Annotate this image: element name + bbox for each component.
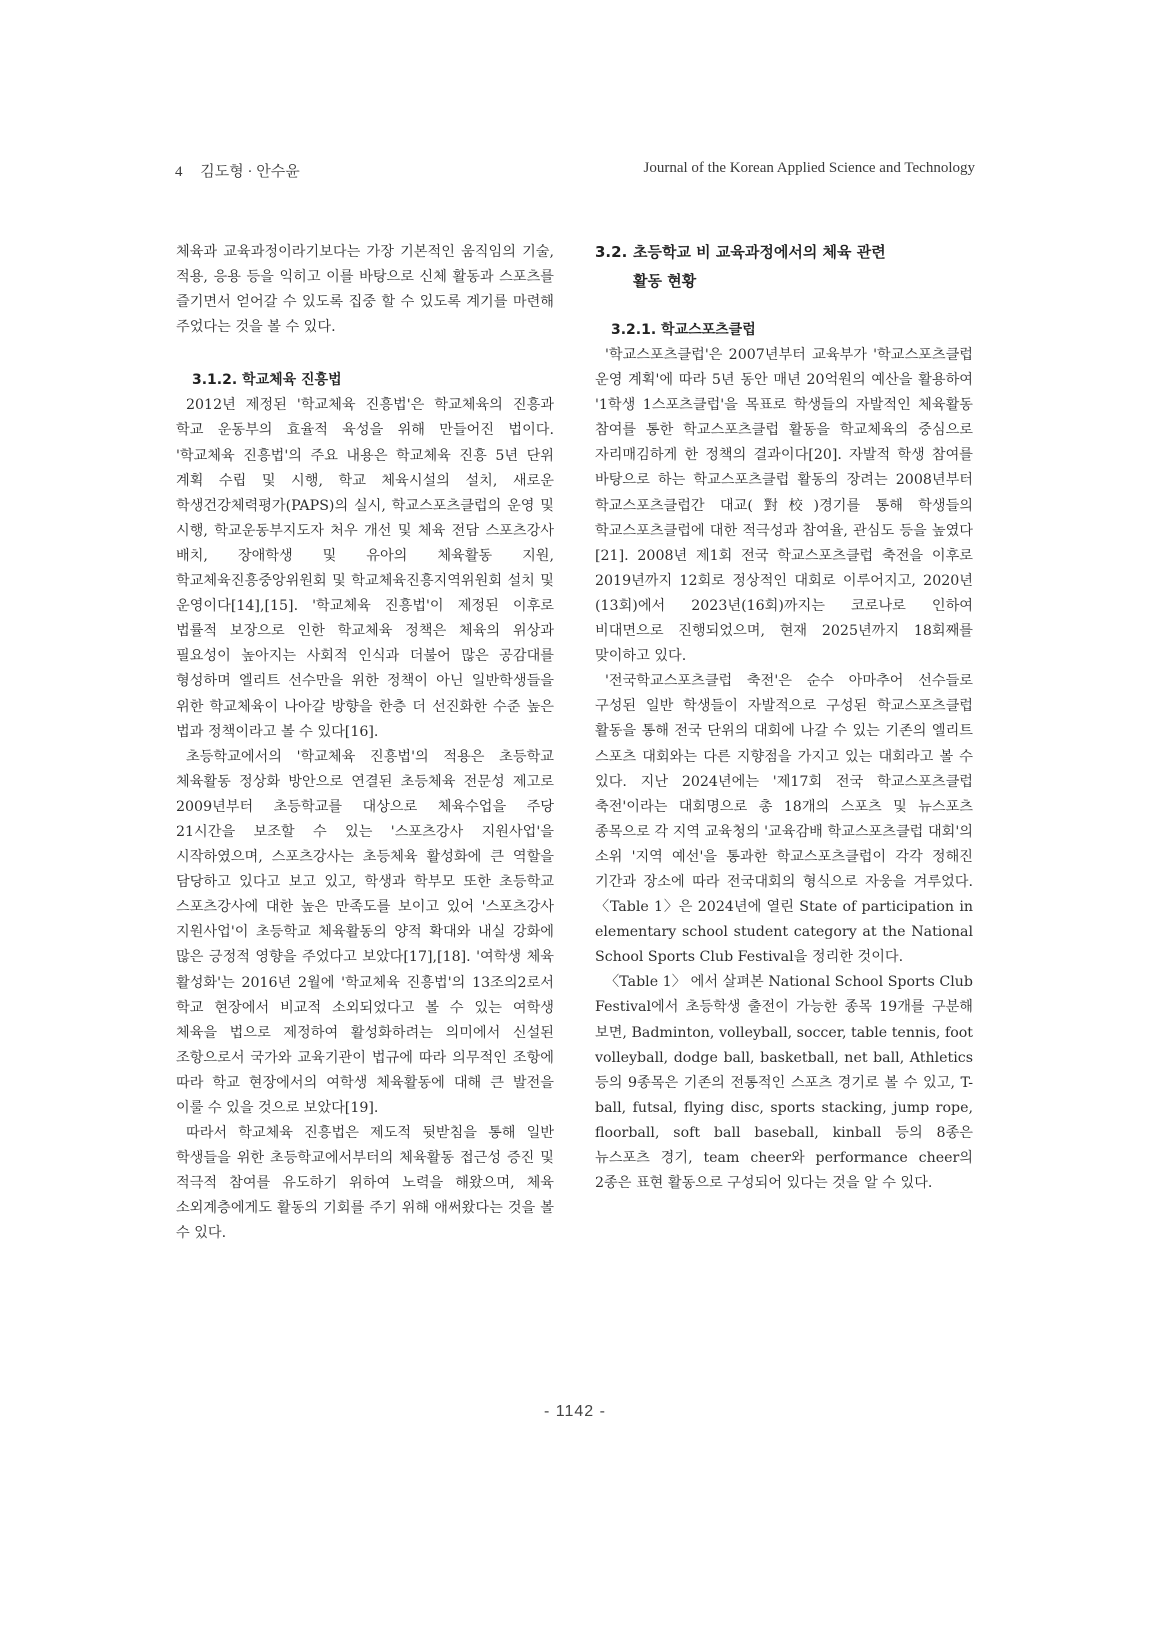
running-header — [175, 160, 975, 184]
page-footer-number: - 1142 - — [544, 1403, 606, 1420]
paragraph: '전국학교스포츠클럽 축전'은 순수 아마추어 선수들로 구성된 일반 학생들이 자발적으로 구성된 학교스포츠클럽 활동을 통해 전국 단위의 대회에 나갈 수 있는 기존의 엘리트 스포츠 대회와는 다른 지향점을 가지고 있는 대회라고 볼 수 있다. 지난 2024년에는 '제17회 전국 학교스포츠클럽 축전'이라는 대회명으로 총 18개의 스포츠 및 뉴스포츠 종목으로 각 지역 교육청의 '교육감배 학교스포츠클럽 대회'의 소위 '지역 예선'을 통과한 학교스포츠클럽이 각각 정해진 기간과 장소에 따라 전국대회의 형식으로 자웅을 겨루었다. 〈Table 1〉은 2024년에 열린 State of participation in elementary school student category at the National School Sports Club Festival을 정리한 것이다. — [595, 673, 973, 966]
right-column — [595, 238, 973, 1196]
paragraph: 초등학교에서의 '학교체육 진흥법'의 적용은 초등학교 체육활동 정상화 방안으로 연결된 초등체육 전문성 제고로 2009년부터 초등학교를 대상으로 체육수업을 주당 21시간을 보조할 수 있는 '스포츠강사 지원사업'을 시작하였으며, 스포츠강사는 초등체육 활성화에 큰 역할을 담당하고 있다고 보고 있고, 학생과 학부모 또한 초등학교 스포츠강사에 대한 높은 만족도를 보이고 있어 '스포츠강사 지원사업'이 초등학교 체육활동의 양적 확대와 내실 강화에 많은 긍정적 영향을 주었다고 보았다[17],[18]. '여학생 체육 활성화'는 2016년 2월에 '학교체육 진흥법'의 13조의2로서 학교 현장에서 비교적 소외되었다고 볼 수 있는 여학생 체육을 법으로 제정하여 활성화하려는 의미에서 신설된 조항으로서 국가와 교육기관이 법규에 따라 의무적인 조항에 따라 학교 현장에서의 여학생 체육활동에 대해 큰 발전을 이룰 수 있을 것으로 보았다[19]. — [176, 748, 554, 1116]
section-title-line1: 초등학교 비 교육과정에서의 체육 관련 — [633, 243, 886, 261]
left-column — [176, 240, 554, 1247]
paragraph: 2012년 제정된 '학교체육 진흥법'은 학교체육의 진흥과 학교 운동부의 효율적 육성을 위해 만들어진 법이다. '학교체육 진흥법'의 주요 내용은 학교체육 진흥 5년 단위 계획 수립 및 시행, 학교 체육시설의 설치, 새로운 학생건강체력평가(PAPS)의 실시, 학교스포츠클럽의 운영 및 시행, 학교운동부지도자 처우 개선 및 체육 전담 스포츠강사 배치, 장애학생 및 유아의 체육활동 지원, 학교체육진흥중앙위원회 및 학교체육진흥지역위원회 설치 및 운영이다[14],[15]. '학교체육 진흥법'이 제정된 이후로 법률적 보장으로 인한 학교체육 정책은 체육의 위상과 필요성이 높아지는 사회적 인식과 더불어 많은 공감대를 형성하며 엘리트 선수만을 위한 정책이 아닌 일반학생들을 위한 학교체육이 나아갈 방향을 한층 더 선진화한 수준 높은 법과 정책이라고 볼 수 있다[16]. — [176, 397, 554, 740]
authors: 김도형 · 안수윤 — [200, 164, 300, 180]
journal-title: Journal of the Korean Applied Science and Technology — [643, 160, 975, 176]
section-title-line2: 활동 현황 — [633, 272, 697, 290]
section-number: 3.2. — [595, 243, 628, 261]
section-3-2-1-heading: 3.2.1. 학교스포츠클럽 — [611, 322, 756, 338]
section-3-2-heading — [595, 238, 973, 296]
paragraph: 따라서 학교체육 진흥법은 제도적 뒷받침을 통해 일반 학생들을 위한 초등학교에서부터의 체육활동 접근성 증진 및 적극적 참여를 유도하기 위하여 노력을 해왔으며, 체육 소외계층에게도 활동의 기회를 주기 위해 애써왔다는 것을 볼 수 있다. — [176, 1125, 554, 1242]
paragraph: '학교스포츠클럽'은 2007년부터 교육부가 '학교스포츠클럽 운영 계획'에 따라 5년 동안 매년 20억원의 예산을 활용하여 '1학생 1스포츠클럽'을 목표로 학생들의 자발적인 체육활동 참여를 통한 학교스포츠클럽 활동을 학교체육의 중심으로 자리매김하게 한 정책의 결과이다[20]. 자발적 학생 참여를 바탕으로 하는 학교스포츠클럽 활동의 장려는 2008년부터 학교스포츠클럽간 대교(對校)경기를 통해 학생들의 학교스포츠클럽에 대한 적극성과 참여율, 관심도 등을 높였다[21]. 2008년 제1회 전국 학교스포츠클럽 축전을 이후로 2019년까지 12회로 정상적인 대회로 이루어지고, 2020년(13회)에서 2023년(16회)까지는 코로나로 인하여 비대면으로 진행되었으며, 현재 2025년까지 18회째를 맞이하고 있다. — [595, 347, 973, 665]
page-number: 4 — [175, 164, 183, 180]
paragraph: 〈Table 1〉 에서 살펴본 National School Sports Club Festival에서 초등학생 출전이 가능한 종목 19개를 구분해 보면, Badminton, volleyball, soccer, table tennis, foot volleyball, dodge ball, basketball, net ball, Athletics 등의 9종목은 기존의 전통적인 스포츠 경기로 볼 수 있고, T-ball, futsal, flying disc, sports stacking, jump rope, floorball, soft ball baseball, kinball 등의 8종은 뉴스포츠 경기, team cheer와 performance cheer의 2종은 표현 활동으로 구성되어 있다는 것을 알 수 있다. — [595, 974, 973, 1192]
header-left — [175, 160, 300, 181]
paragraph-intro: 체육과 교육과정이라기보다는 가장 기본적인 움직임의 기술, 적용, 응용 등을 익히고 이를 바탕으로 신체 활동과 스포츠를 즐기면서 얻어갈 수 있도록 집중 할 수 있도록 계기를 마련해 주었다는 것을 볼 수 있다. — [176, 244, 554, 336]
section-3-1-2-heading: 3.1.2. 학교체육 진흥법 — [192, 372, 342, 389]
